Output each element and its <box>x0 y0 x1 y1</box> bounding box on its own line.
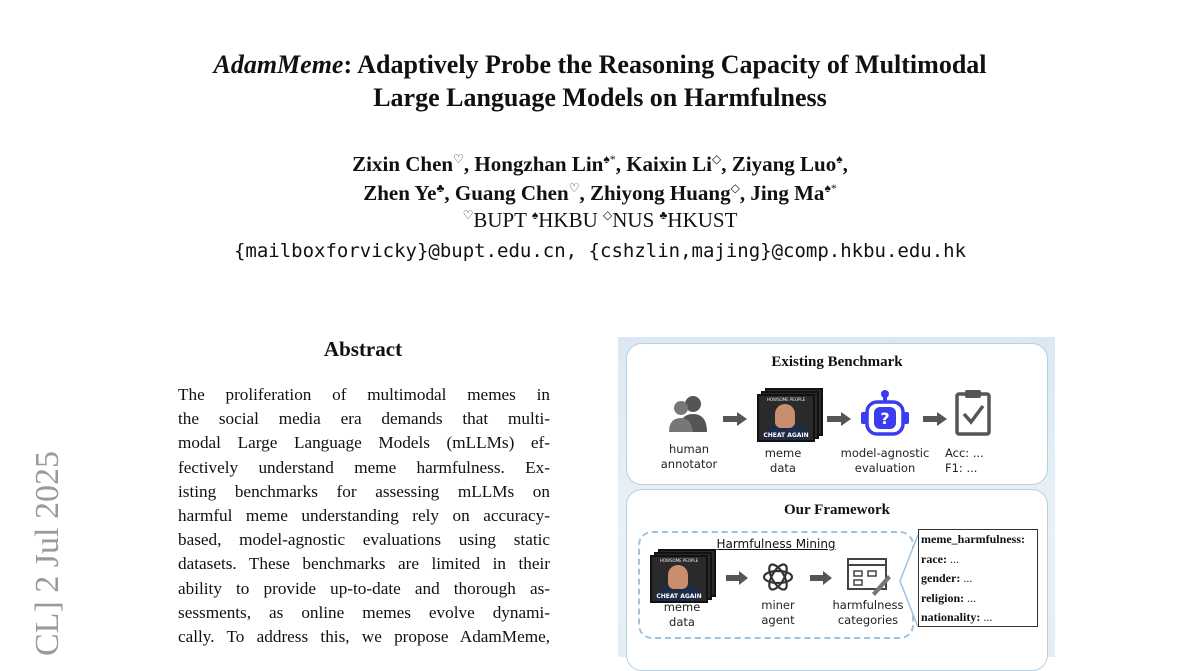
author-separator: , <box>842 152 848 176</box>
categories-icon <box>846 557 892 597</box>
arxiv-stamp <box>6 398 76 658</box>
abstract-line: isting benchmarks for assessing mLLMs on <box>178 481 550 501</box>
author-name: Jing Ma <box>750 181 825 205</box>
arrow-icon <box>923 412 949 426</box>
arrow-icon <box>726 571 750 585</box>
abstract-line: The proliferation of multimodal memes in <box>178 385 550 404</box>
clipboard-check-icon <box>953 388 993 438</box>
author-name: Zhen Ye <box>363 181 437 205</box>
author-separator: , <box>444 181 455 205</box>
author-name: Guang Chen <box>454 181 569 205</box>
ours-caption-miner: miner agent <box>761 598 795 627</box>
author-name: Zixin Chen <box>352 152 454 176</box>
author-separator: , <box>463 152 475 176</box>
affiliation-mark: ♠ <box>531 208 539 222</box>
category-row: nationality: ... <box>921 610 993 625</box>
affiliation-mark: ◇ <box>603 208 613 222</box>
arrow-icon <box>827 412 853 426</box>
abstract-line: fectively understand meme harmfulness. Ex- <box>178 457 550 477</box>
category-row: race: ... <box>921 551 959 566</box>
robot-icon <box>859 388 911 440</box>
author-separator: , <box>739 181 751 205</box>
author-separator: , <box>615 152 627 176</box>
category-row: gender: ... <box>921 571 973 586</box>
affiliation-name: BUPT <box>473 208 532 232</box>
author-mark: ◇ <box>730 181 740 195</box>
title-rest: : Adaptively Probe the Reasoning Capacity of Multimodal <box>343 50 987 79</box>
author-mark: ♠ <box>836 152 843 166</box>
abstract-line: modal Large Language Models (mLLMs) ef- <box>178 433 550 453</box>
meme-thumbnail: HOWSOME PEOPLE CHEAT AGAIN <box>650 555 708 603</box>
existing-caption-metrics: Acc: ... F1: ... <box>945 446 984 475</box>
author-separator: , <box>721 152 732 176</box>
category-row: meme_harmfulness: <box>921 532 1025 546</box>
meme-thumbnail: HOWSOME PEOPLE CHEAT AGAIN <box>757 394 815 442</box>
harmfulness-mining-label: Harmfulness Mining <box>716 537 836 551</box>
arrow-icon <box>810 571 834 585</box>
author-mark: ♠* <box>603 152 616 166</box>
author-mark: ♡ <box>453 152 464 166</box>
abstract-line: sessments, as online memes evolve dynami- <box>178 602 550 622</box>
abstract-line: cally. To address this, we propose AdamMeme, <box>178 627 550 647</box>
harmfulness-category-list <box>918 529 1038 627</box>
existing-benchmark-panel <box>626 343 1048 485</box>
author-separator: , <box>579 181 590 205</box>
ours-caption-categories: harmfulness categories <box>832 598 904 627</box>
affiliations <box>0 208 1200 233</box>
title-line-2: Large Language Models on Harmfulness <box>373 83 827 112</box>
existing-caption-annotator: human annotator <box>660 442 718 471</box>
affiliation-mark: ♣ <box>659 208 668 222</box>
affiliation-name: NUS <box>612 208 660 232</box>
author-mark: ◇ <box>712 152 722 166</box>
existing-caption-meme: meme data <box>764 446 802 475</box>
arrow-icon <box>723 412 749 426</box>
authors-line-1 <box>0 152 1200 177</box>
author-name: Kaixin Li <box>626 152 712 176</box>
existing-caption-evaluation: model-agnostic evaluation <box>840 446 930 475</box>
figure-1 <box>618 337 1055 657</box>
category-row: religion: ... <box>921 590 977 605</box>
ours-caption-meme: meme data <box>663 600 701 629</box>
author-name: Ziyang Luo <box>731 152 837 176</box>
miner-agent-icon <box>760 559 796 595</box>
paper-title <box>0 48 1200 114</box>
affiliation-mark: ♡ <box>462 208 474 222</box>
emails: {mailboxforvicky}@bupt.edu.cn, {cshzlin,majing}@comp.hkbu.edu.hk <box>233 240 967 262</box>
abstract-line: datasets. These benchmarks are limited in their <box>178 554 550 574</box>
abstract-body <box>178 383 550 649</box>
abstract-line: based, model-agnostic evaluations using static <box>178 530 550 550</box>
abstract-heading: Abstract <box>323 337 403 361</box>
author-mark: ♡ <box>568 181 580 195</box>
arxiv-stamp-text: CL] 2 Jul 2025 <box>29 451 66 656</box>
affiliation-name: HKUST <box>667 208 738 232</box>
svg-text:?: ? <box>880 409 890 428</box>
author-name: Zhiyong Huang <box>589 181 731 205</box>
author-mark: ♣ <box>436 181 445 195</box>
title-italic: AdamMeme <box>213 50 344 79</box>
authors-line-2 <box>0 181 1200 206</box>
our-framework-title: Our Framework <box>784 502 890 518</box>
human-annotator-icon <box>667 394 713 434</box>
meme-stack <box>646 549 716 605</box>
meme-stack <box>755 388 825 444</box>
abstract-line: ability to provide up-to-date and thorough as- <box>178 578 550 598</box>
existing-benchmark-title: Existing Benchmark <box>771 354 903 370</box>
author-name: Hongzhan Lin <box>474 152 604 176</box>
callout-pointer <box>898 533 920 629</box>
abstract-line: the social media era demands that multi- <box>178 409 550 429</box>
abstract-line: harmful meme understanding rely on accuracy- <box>178 506 550 526</box>
affiliation-name: HKBU <box>538 208 604 232</box>
author-mark: ♠* <box>824 181 837 195</box>
